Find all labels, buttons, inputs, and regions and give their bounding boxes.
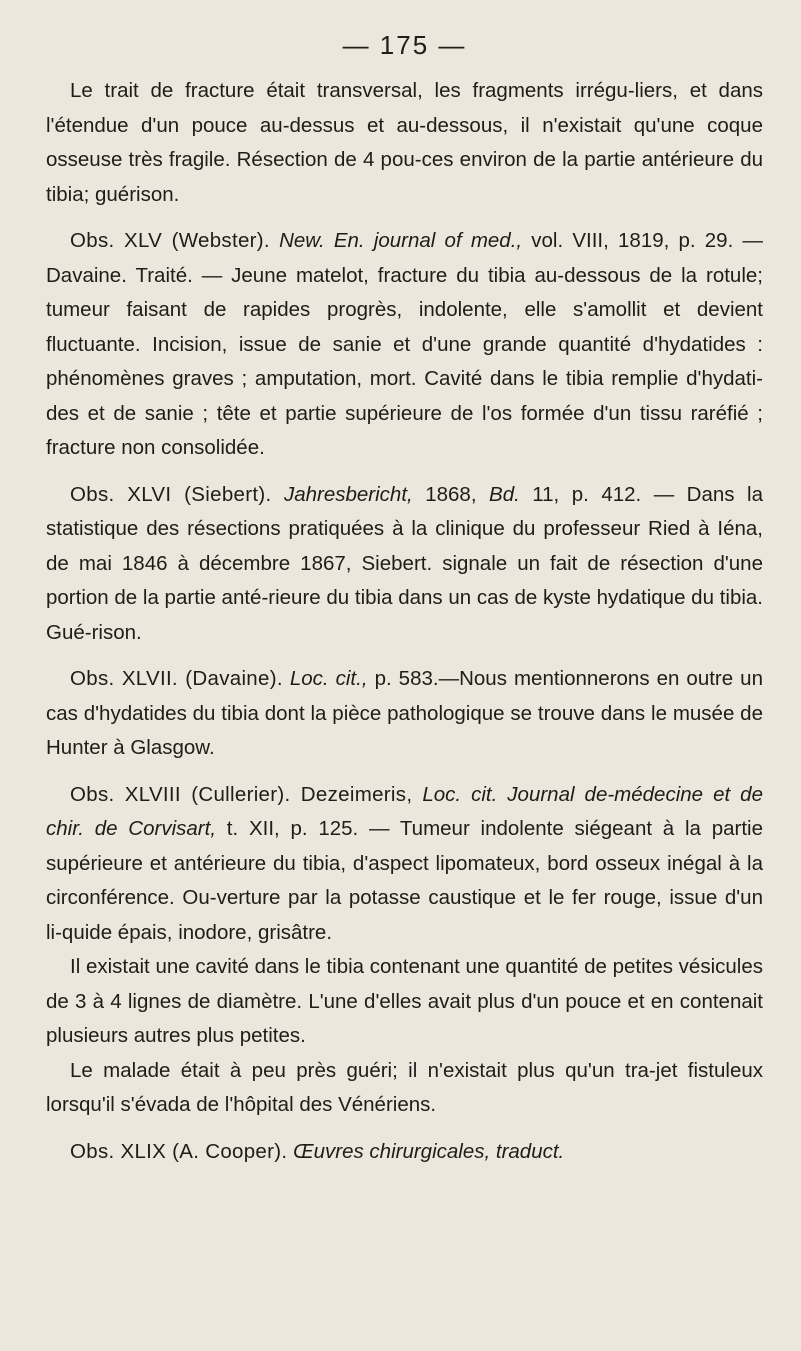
observation-year: 1868, xyxy=(425,482,477,506)
observation-source: New. En. journal of med., xyxy=(279,229,523,252)
observation-text: t. XII, p. 125. — Tumeur indolente siégeant à la partie supérieure et antérieure du tibia, d'aspect lipomateux, bord osseux inégal à la circonférence. Ou-verture par la potasse caustique et le fer rouge, issue d'un li-quide épais, inodore, grisâtre. xyxy=(46,817,763,944)
paragraph-text: Le malade était à peu près guéri; il n'existait plus qu'un tra-jet fistuleux lorsqu'il s'évada de l'hôpital des Vénériens. xyxy=(46,1058,763,1116)
paragraph-text: Le trait de fracture était transversal, les fragments irrégu-liers, et dans l'étendue d'un pouce au-dessus et au-dessous, il n'existait qu'une coque osseuse très fragile. Résection de 4 pou-ces environ de la partie antérieure du tibia; guérison. xyxy=(46,79,763,206)
observation-source-volume: Bd. xyxy=(489,482,520,506)
observation-heading: Obs. XLVIII (Cullerier). Dezeimeris, xyxy=(70,782,413,806)
paragraph-fracture-description xyxy=(46,74,763,212)
observation-text: 11, p. 412. — Dans la statistique des résections pratiquées à la clinique du professeur Ried à Iéna, de mai 1846 à décembre 1867, Siebert. signale un fait de résection d'une portion de la partie anté-rieure du tibia dans un cas de kyste hydatique du tibia. Gué-rison. xyxy=(46,482,763,644)
observation-heading: Obs. XLVI (Siebert). xyxy=(70,482,272,506)
observation-source: Loc. cit. Journal de-médecine et de chir. de Corvisart, xyxy=(46,782,763,840)
observation-heading: Obs. XLIX (A. Cooper). xyxy=(70,1139,288,1163)
observation-xlix xyxy=(46,1135,763,1170)
observation-heading: Obs. XLVII. (Davaine). xyxy=(70,667,283,690)
observation-source: Jahresbericht, xyxy=(283,482,413,506)
page-number: — 175 — xyxy=(342,30,467,60)
observation-xlviii xyxy=(46,778,763,951)
paragraph-outcome xyxy=(46,1054,763,1123)
observation-source: Œuvres chirurgicales, traduct. xyxy=(293,1139,565,1163)
observation-text: p. 583.—Nous mentionnerons en outre un cas d'hydatides du tibia dont la pièce pathologique se trouve dans le musée de Hunter à Glasgow. xyxy=(46,667,763,759)
observation-xlv xyxy=(46,224,763,466)
paragraph-cavity xyxy=(46,950,763,1054)
observation-source: Loc. cit., xyxy=(289,667,368,690)
observation-heading: Obs. XLV (Webster). xyxy=(70,229,270,252)
observation-xlvii xyxy=(46,662,763,766)
paragraph-text: Il existait une cavité dans le tibia contenant une quantité de petites vésicules de 3 à 4 lignes de diamètre. L'une d'elles avait plus d'un pouce et en contenait plusieurs autres plus petites. xyxy=(46,955,763,1047)
observation-text: vol. VIII, 1819, p. 29. — Davaine. Traité. — Jeune matelot, fracture du tibia au-dessous de la rotule; tumeur faisant de rapides progrès, indolente, elle s'amollit et devient fluctuante. Incision, issue de sanie et d'une grande quantité d'hydatides : phénomènes graves ; amputation, mort. Cavité dans le tibia remplie d'hydati-des et de sanie ; tête et partie supérieure de l'os formée d'un tissu raréfié ; fracture non consolidée. xyxy=(46,229,763,459)
observation-xlvi xyxy=(46,478,763,651)
